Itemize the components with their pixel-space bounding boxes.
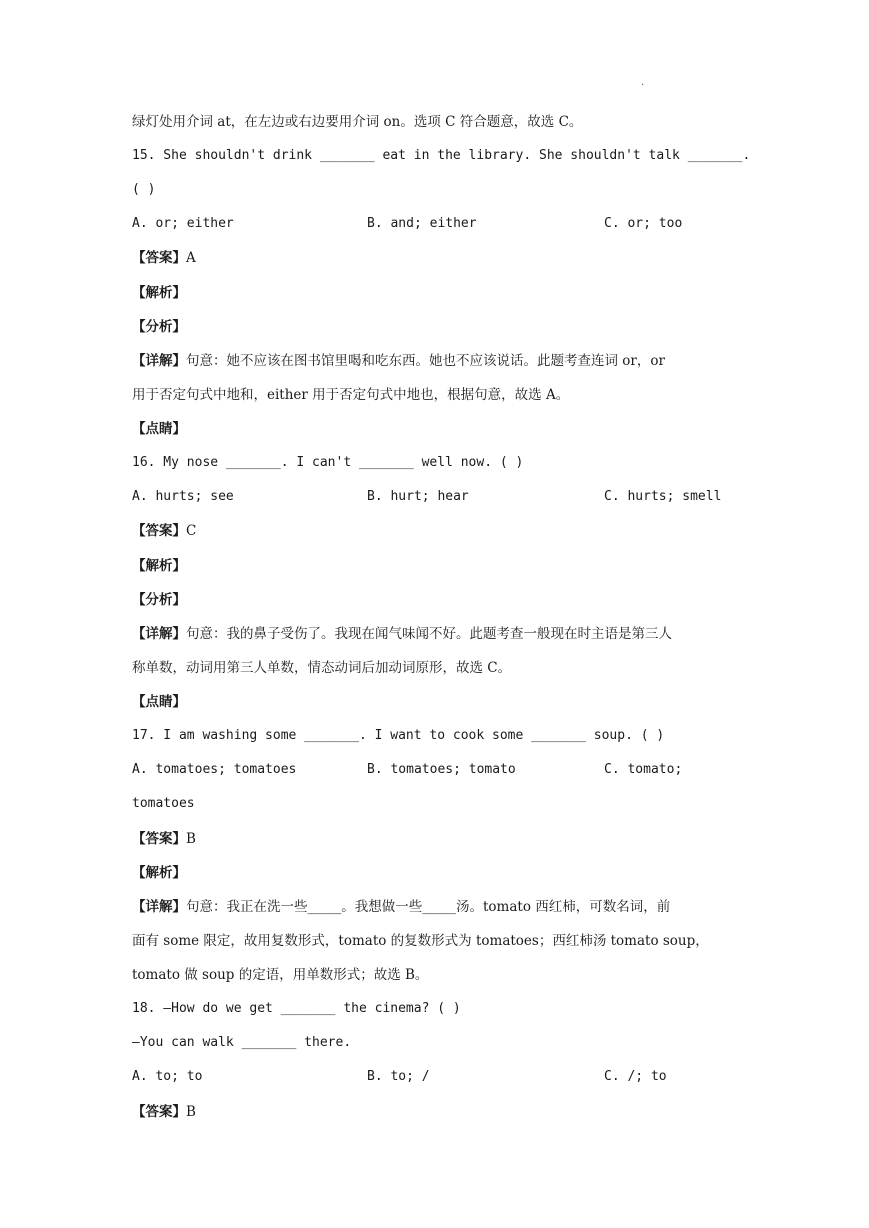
detail-text: 句意：我的鼻子受伤了。我现在闻气味闻不好。此题考查一般现在时主语是第三人 bbox=[186, 626, 672, 642]
q16-detail-2: 称单数，动词用第三人单数，情态动词后加动词原形，故选 C。 bbox=[132, 660, 512, 676]
q15-option-c: C. or; too bbox=[604, 216, 683, 231]
q16-stem: 16. My nose _______. I can't _______ well now. ( ) bbox=[132, 455, 524, 470]
intro-line: 绿灯处用介词 at，在左边或右边要用介词 on。选项 C 符合题意，故选 C。 bbox=[132, 114, 583, 130]
q17-option-a: A. tomatoes; tomatoes bbox=[132, 762, 297, 777]
q15-fenxi-label: 【分析】 bbox=[132, 319, 186, 335]
q17-option-c: C. tomato; bbox=[604, 762, 683, 777]
q15-detail-1 bbox=[132, 351, 665, 371]
detail-label: 【详解】 bbox=[132, 899, 186, 915]
q15-answer bbox=[132, 248, 196, 268]
q15-stem: 15. She shouldn't drink _______ eat in the library. She shouldn't talk _______. bbox=[132, 148, 751, 163]
detail-label: 【详解】 bbox=[132, 626, 186, 642]
q15-detail-2: 用于否定句式中地和，either 用于否定句式中地也，根据句意，故选 A。 bbox=[132, 387, 570, 403]
q17-option-b: B. tomatoes; tomato bbox=[367, 762, 516, 777]
q17-detail-2: 面有 some 限定，故用复数形式，tomato 的复数形式为 tomatoes；西红柿汤 tomato soup， bbox=[132, 933, 709, 949]
answer-value: A bbox=[186, 250, 196, 266]
answer-label: 【答案】 bbox=[132, 1104, 186, 1120]
q15-analysis-label: 【解析】 bbox=[132, 285, 186, 301]
detail-label: 【详解】 bbox=[132, 353, 186, 369]
q15-dianjing-label: 【点睛】 bbox=[132, 421, 186, 437]
answer-label: 【答案】 bbox=[132, 831, 186, 847]
q17-analysis-label: 【解析】 bbox=[132, 865, 186, 881]
q18-answer bbox=[132, 1102, 196, 1122]
answer-value: B bbox=[186, 831, 196, 847]
q17-answer bbox=[132, 829, 196, 849]
q18-option-b: B. to; / bbox=[367, 1069, 430, 1084]
q17-detail-1 bbox=[132, 897, 670, 917]
q16-option-b: B. hurt; hear bbox=[367, 489, 469, 504]
answer-label: 【答案】 bbox=[132, 250, 186, 266]
detail-text: 句意：我正在洗一些_____。我想做一些_____汤。tomato 西红柿，可数名词，前 bbox=[186, 899, 671, 915]
q17-detail-3: tomato 做 soup 的定语，用单数形式；故选 B。 bbox=[132, 967, 429, 983]
q16-option-c: C. hurts; smell bbox=[604, 489, 722, 504]
q16-answer bbox=[132, 521, 196, 541]
q16-detail-1 bbox=[132, 624, 672, 644]
q16-option-a: A. hurts; see bbox=[132, 489, 234, 504]
q18-stem-2: —You can walk _______ there. bbox=[132, 1035, 352, 1050]
header-mark: · bbox=[641, 80, 645, 91]
q18-stem: 18. —How do we get _______ the cinema? ( ) bbox=[132, 1001, 461, 1016]
q15-option-b: B. and; either bbox=[367, 216, 477, 231]
q16-analysis-label: 【解析】 bbox=[132, 558, 186, 574]
answer-value: B bbox=[186, 1104, 196, 1120]
q16-fenxi-label: 【分析】 bbox=[132, 592, 186, 608]
answer-label: 【答案】 bbox=[132, 523, 186, 539]
q17-stem: 17. I am washing some _______. I want to cook some _______ soup. ( ) bbox=[132, 728, 665, 743]
answer-value: C bbox=[186, 523, 197, 539]
q18-option-a: A. to; to bbox=[132, 1069, 203, 1084]
q18-option-c: C. /; to bbox=[604, 1069, 667, 1084]
detail-text: 句意：她不应该在图书馆里喝和吃东西。她也不应该说话。此题考查连词 or，or bbox=[186, 353, 665, 369]
q17-option-c-cont: tomatoes bbox=[132, 796, 195, 811]
q15-option-a: A. or; either bbox=[132, 216, 234, 231]
q15-paren: ( ) bbox=[132, 182, 156, 197]
q16-dianjing-label: 【点睛】 bbox=[132, 694, 186, 710]
